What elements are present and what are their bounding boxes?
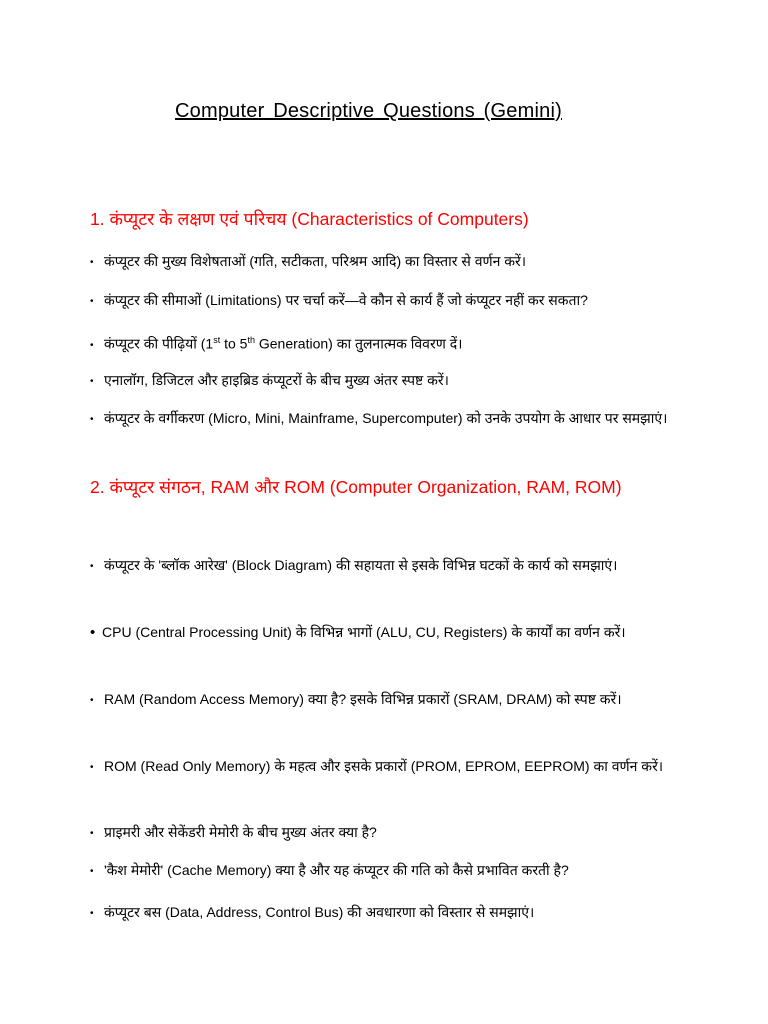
bullet-icon: • xyxy=(90,296,94,307)
item-text-part: Generation) का तुलनात्मक विवरण दें। xyxy=(254,335,463,352)
item-text: कंप्यूटर बस (Data, Address, Control Bus) की अवधारणा को विस्तार से समझाएं। xyxy=(104,904,535,920)
list-item xyxy=(90,326,680,360)
list-item xyxy=(90,366,680,396)
list-item xyxy=(90,286,680,316)
item-text: कंप्यूटर के वर्गीकरण (Micro, Mini, Mainframe, Supercomputer) को उनके उपयोग के आधार पर समझाएं। xyxy=(104,410,668,426)
section-1-heading: 1. कंप्यूटर के लक्षण एवं परिचय (Characteristics of Computers) xyxy=(90,209,529,229)
item-text: ROM (Read Only Memory) के महत्व और इसके प्रकारों (PROM, EPROM, EEPROM) का वर्णन करें। xyxy=(104,758,664,774)
list-item xyxy=(90,404,680,434)
list-item xyxy=(90,752,680,782)
superscript: st xyxy=(213,335,221,345)
bullet-icon: • xyxy=(90,762,94,773)
list-item xyxy=(90,856,680,886)
document-title: Computer Descriptive Questions (Gemini) xyxy=(175,100,562,122)
bullet-icon: • xyxy=(90,561,94,572)
list-item xyxy=(90,898,680,928)
item-text-part: कंप्यूटर की पीढ़ियों (1 xyxy=(104,335,214,352)
item-text: RAM (Random Access Memory) क्या है? इसके विभिन्न प्रकारों (SRAM, DRAM) को स्पष्ट करें। xyxy=(104,691,622,707)
bullet-icon: • xyxy=(90,908,94,919)
item-text: 'कैश मेमोरी' (Cache Memory) क्या है और यह कंप्यूटर की गति को कैसे प्रभावित करती है? xyxy=(104,862,569,878)
item-text: CPU (Central Processing Unit) के विभिन्न भागों (ALU, CU, Registers) के कार्यों का वर्णन करें। xyxy=(102,624,626,640)
bullet-icon: • xyxy=(90,376,94,387)
item-text: कंप्यूटर की मुख्य विशेषताओं (गति, सटीकता, परिश्रम आदि) का विस्तार से वर्णन करें। xyxy=(104,253,527,269)
list-item xyxy=(90,551,680,581)
item-text: एनालॉग, डिजिटल और हाइब्रिड कंप्यूटरों के बीच मुख्य अंतर स्पष्ट करें। xyxy=(104,372,449,388)
superscript: th xyxy=(247,335,255,345)
bullet-icon: • xyxy=(90,257,94,268)
bullet-icon: • xyxy=(90,828,94,839)
item-text: प्राइमरी और सेकेंडरी मेमोरी के बीच मुख्य अंतर क्या है? xyxy=(104,824,377,840)
item-text-part: to 5 xyxy=(220,335,248,352)
item-text: कंप्यूटर की सीमाओं (Limitations) पर चर्चा करें—वे कौन से कार्य हैं जो कंप्यूटर नहीं कर सकता? xyxy=(104,292,588,308)
bullet-icon: • xyxy=(90,624,96,641)
bullet-icon: • xyxy=(90,866,94,877)
list-item xyxy=(90,818,680,848)
list-item xyxy=(90,685,680,715)
list-item xyxy=(90,618,680,647)
item-text: कंप्यूटर के 'ब्लॉक आरेख' (Block Diagram) की सहायता से इसके विभिन्न घटकों के कार्य को समझाएं। xyxy=(104,557,618,573)
list-item xyxy=(90,247,680,277)
bullet-icon: • xyxy=(90,414,94,425)
bullet-icon: • xyxy=(90,695,94,706)
bullet-icon: • xyxy=(90,339,94,351)
section-2-heading: 2. कंप्यूटर संगठन, RAM और ROM (Computer Organization, RAM, ROM) xyxy=(90,477,622,497)
